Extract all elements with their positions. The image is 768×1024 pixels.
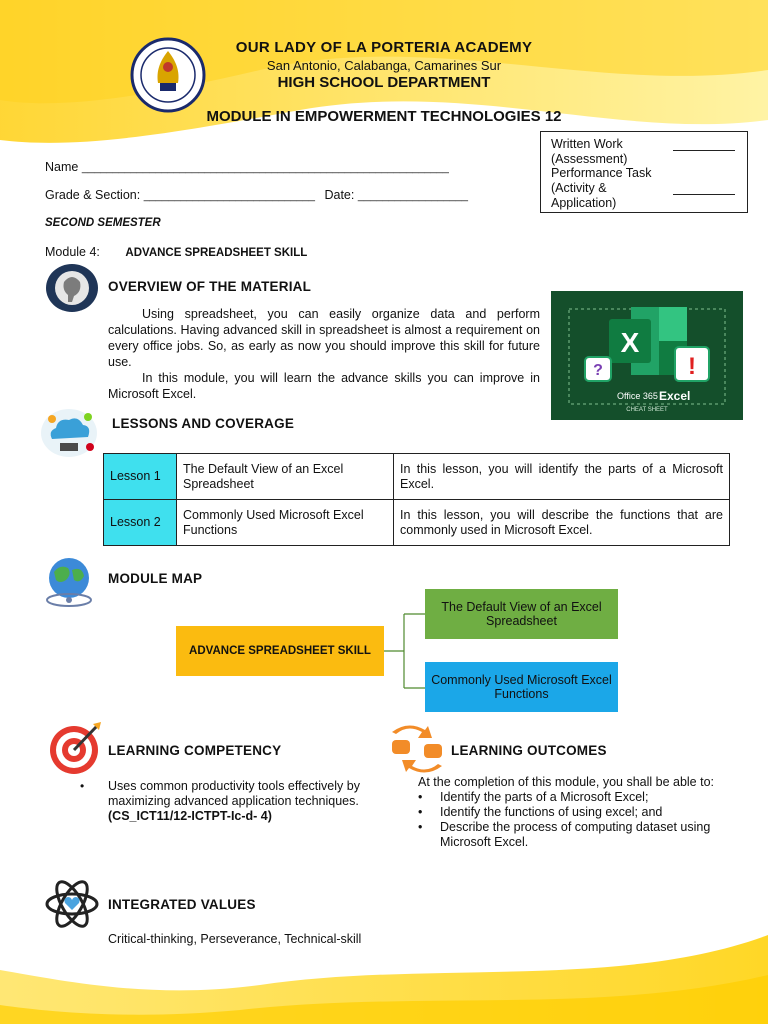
competency-bullet: •: [80, 779, 85, 793]
excel-label: Excel: [659, 389, 691, 403]
competency-code: (CS_ICT11/12-ICTPT-Ic-d- 4): [108, 809, 272, 823]
exclamation-mark: !: [688, 353, 696, 380]
overview-title: OVERVIEW OF THE MATERIAL: [108, 279, 312, 294]
name-label: Name: [45, 160, 79, 174]
outcome-1-bullet: •: [418, 790, 423, 804]
grade-section-label: Grade & Section:: [45, 188, 141, 202]
outcomes-cycle-icon: [388, 724, 446, 774]
performance-task-blank[interactable]: [673, 194, 735, 195]
school-department: HIGH SCHOOL DEPARTMENT: [277, 74, 491, 91]
grade-section-blank[interactable]: ____________________________: [143, 190, 315, 202]
date-blank[interactable]: __________________: [357, 190, 468, 202]
performance-task-label: Performance Task (Activity & Application): [551, 166, 652, 210]
globe-icon: [38, 554, 100, 610]
name-blank[interactable]: ____________________________________________________________: [81, 162, 449, 174]
module-name: ADVANCE SPREADSHEET SKILL: [125, 247, 308, 259]
grade-section-field[interactable]: [45, 188, 468, 202]
module-map-title: MODULE MAP: [108, 571, 203, 586]
lesson-2-title: Commonly Used Microsoft Excel Functions: [177, 500, 394, 546]
competency-title: LEARNING COMPETENCY: [108, 743, 282, 758]
school-name: OUR LADY OF LA PORTERIA ACADEMY: [235, 39, 533, 56]
outcome-2-bullet: •: [418, 805, 423, 819]
lesson-2-description: In this lesson, you will describe the functions that are commonly used in Microsoft Excel.: [394, 500, 730, 546]
semester-label: SECOND SEMESTER: [45, 217, 161, 229]
list-item: [418, 790, 736, 805]
excel-cheat-sheet-image: [551, 291, 743, 420]
question-mark: ?: [593, 362, 603, 379]
table-row: [104, 454, 730, 500]
module-number: Module 4:: [45, 245, 100, 259]
values-text: Critical-thinking, Perseverance, Technical-skill: [108, 932, 362, 946]
list-item: [418, 820, 736, 850]
score-box: [540, 131, 748, 213]
lessons-table: [103, 453, 730, 546]
lesson-2-number: Lesson 2: [104, 500, 177, 546]
outcomes-block: [418, 775, 736, 850]
values-title: INTEGRATED VALUES: [108, 897, 256, 912]
module-heading: [45, 245, 307, 259]
school-address: San Antonio, Calabanga, Camarines Sur: [266, 58, 502, 73]
cheat-sheet-label: CHEAT SHEET: [626, 407, 668, 413]
module-map-main-node: ADVANCE SPREADSHEET SKILL: [176, 626, 384, 676]
excel-x-letter: X: [620, 327, 640, 358]
office-365-label: Office 365: [617, 391, 658, 401]
written-work-blank[interactable]: [673, 150, 735, 151]
list-item: [418, 805, 736, 820]
name-field[interactable]: [45, 160, 449, 174]
lessons-cloud-icon: [38, 403, 100, 459]
lesson-1-title: The Default View of an Excel Spreadsheet: [177, 454, 394, 500]
written-work-label: Written Work (Assessment): [551, 137, 628, 166]
module-title: MODULE IN EMPOWERMENT TECHNOLOGIES 12: [206, 108, 562, 125]
overview-text: [108, 306, 540, 402]
competency-item: [108, 779, 370, 824]
module-map-lesson-2-node: Commonly Used Microsoft Excel Functions: [425, 662, 618, 712]
overview-head-icon: [44, 262, 100, 318]
atom-heart-icon: [44, 876, 100, 932]
lesson-1-number: Lesson 1: [104, 454, 177, 500]
target-icon: [47, 720, 103, 776]
lesson-1-description: In this lesson, you will identify the parts of a Microsoft Excel.: [394, 454, 730, 500]
table-row: [104, 500, 730, 546]
overview-paragraph-2: In this module, you will learn the advance skills you can improve in Microsoft Excel.: [108, 371, 540, 401]
outcomes-intro: At the completion of this module, you shall be able to:: [418, 775, 715, 789]
module-map-connector: [384, 612, 426, 690]
date-label: Date:: [324, 188, 355, 202]
outcome-1-text: Identify the parts of a Microsoft Excel;: [440, 790, 649, 804]
lessons-title: LESSONS AND COVERAGE: [112, 416, 295, 431]
outcome-2-text: Identify the functions of using excel; and: [440, 805, 663, 819]
outcome-3-text: Describe the process of computing dataset using Microsoft Excel.: [440, 820, 711, 849]
outcomes-title: LEARNING OUTCOMES: [451, 743, 607, 758]
overview-paragraph-1: Using spreadsheet, you can easily organize data and perform calculations. Having advanced skill in spreadsheet is almost a requirement on every office jobs. So, as early as now you should improve this skill for future use.: [108, 307, 540, 369]
competency-text: Uses common productivity tools effectively by maximizing advanced application techniques.: [108, 779, 360, 808]
outcome-3-bullet: •: [418, 820, 423, 834]
school-logo: [130, 37, 206, 113]
module-map-lesson-1-node: The Default View of an Excel Spreadsheet: [425, 589, 618, 639]
competency-list: [80, 779, 370, 824]
